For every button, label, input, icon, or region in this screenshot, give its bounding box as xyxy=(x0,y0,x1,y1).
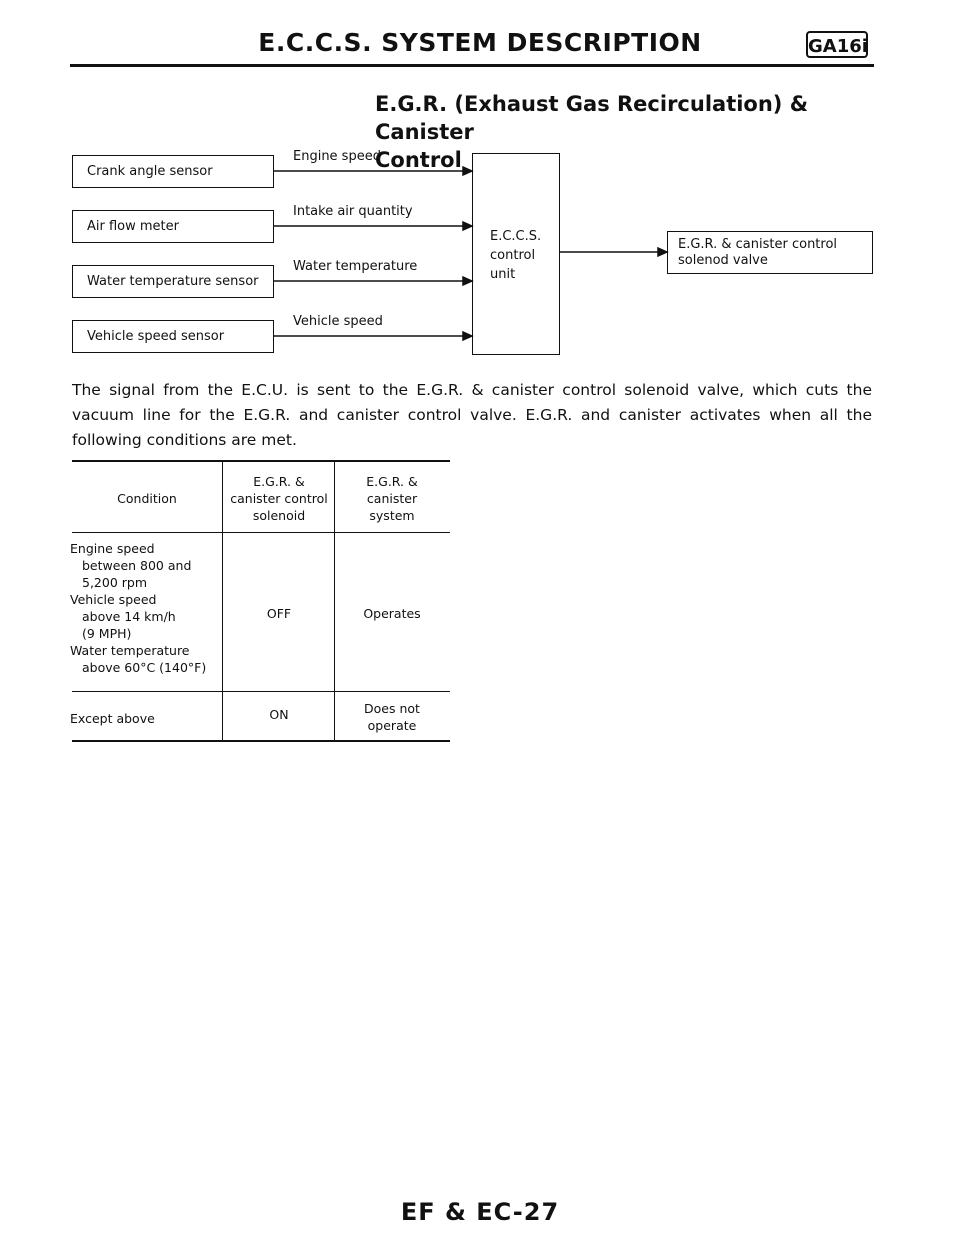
sensor-label: Vehicle speed sensor xyxy=(87,329,225,344)
table-rule-header xyxy=(72,532,450,533)
table-row-1-solenoid: OFF xyxy=(266,606,292,621)
header-line: system xyxy=(369,508,415,523)
condition-line: 5,200 rpm xyxy=(82,575,148,590)
condition-line: (9 MPH) xyxy=(82,626,132,641)
ecu-label-line2: control xyxy=(490,248,536,263)
condition-line: Water temperature xyxy=(70,643,190,658)
signal-label-engine-speed: Engine speed xyxy=(293,149,381,164)
table-header-condition: Condition xyxy=(117,491,177,506)
system-line: Does not xyxy=(364,701,420,716)
description-paragraph: The signal from the E.C.U. is sent to the E.G.R. & canister control solenoid valve, which cuts the vacuum line for the E.G.R. and canister control valve. E.G.R. and canister activates when all the following conditions are met. xyxy=(72,381,872,449)
sensor-label: Crank angle sensor xyxy=(87,164,213,179)
table-row-2-solenoid: ON xyxy=(269,707,289,722)
sensor-label: Water temperature sensor xyxy=(87,274,259,289)
table-row-2-system xyxy=(336,700,448,734)
header-line: canister control xyxy=(230,491,328,506)
section-title-line1: E.G.R. (Exhaust Gas Recirculation) & Canister xyxy=(375,92,809,144)
table-row-2-condition: Except above xyxy=(70,711,155,726)
condition-line: between 800 and xyxy=(82,558,192,573)
condition-line: above 14 km/h xyxy=(82,609,176,624)
solenoid-label-line1: E.G.R. & canister control xyxy=(678,237,838,252)
arrowhead-icon xyxy=(463,167,472,175)
table-header-system xyxy=(336,473,448,524)
table-rule-vertical xyxy=(222,460,223,742)
table-row-1-condition xyxy=(70,540,220,676)
header-line: E.G.R. & xyxy=(366,474,418,489)
table-row-1-system: Operates xyxy=(363,606,421,621)
table-rule-bottom xyxy=(72,740,450,742)
arrowhead-icon xyxy=(463,222,472,230)
solenoid-valve-label xyxy=(678,237,837,269)
system-line: operate xyxy=(367,718,417,733)
signal-label-vehicle-speed: Vehicle speed xyxy=(293,314,383,329)
table-header-solenoid xyxy=(224,473,334,524)
condition-line: Vehicle speed xyxy=(70,592,157,607)
page-title: E.C.C.S. SYSTEM DESCRIPTION xyxy=(258,28,702,57)
sensor-label: Air flow meter xyxy=(87,219,179,234)
table-rule-vertical xyxy=(334,460,335,742)
solenoid-label-line2: solenod valve xyxy=(678,253,768,268)
arrowhead-icon xyxy=(463,332,472,340)
table-rule-top xyxy=(72,460,450,462)
condition-line: Engine speed xyxy=(70,541,155,556)
condition-line: above 60°C (140°F) xyxy=(82,660,207,675)
arrowhead-icon xyxy=(463,277,472,285)
table-rule-row xyxy=(72,691,450,692)
header-line: solenoid xyxy=(252,508,306,523)
solenoid-valve-box xyxy=(667,231,873,274)
signal-label-water-temp: Water temperature xyxy=(293,259,418,274)
arrowhead-icon xyxy=(658,248,667,256)
conditions-table xyxy=(72,460,450,742)
section-title-line2: Control xyxy=(375,148,462,172)
ecu-box xyxy=(472,153,560,355)
signal-label-intake-air: Intake air quantity xyxy=(293,204,413,219)
ecu-label xyxy=(490,227,541,284)
ecu-label-line3: unit xyxy=(490,267,516,282)
page-number: EF & EC-27 xyxy=(400,1198,560,1226)
header-line: canister xyxy=(366,491,418,506)
ecu-label-line1: E.C.C.S. xyxy=(490,229,542,244)
header-line: E.G.R. & xyxy=(253,474,305,489)
engine-code-badge: GA16i xyxy=(806,31,868,58)
